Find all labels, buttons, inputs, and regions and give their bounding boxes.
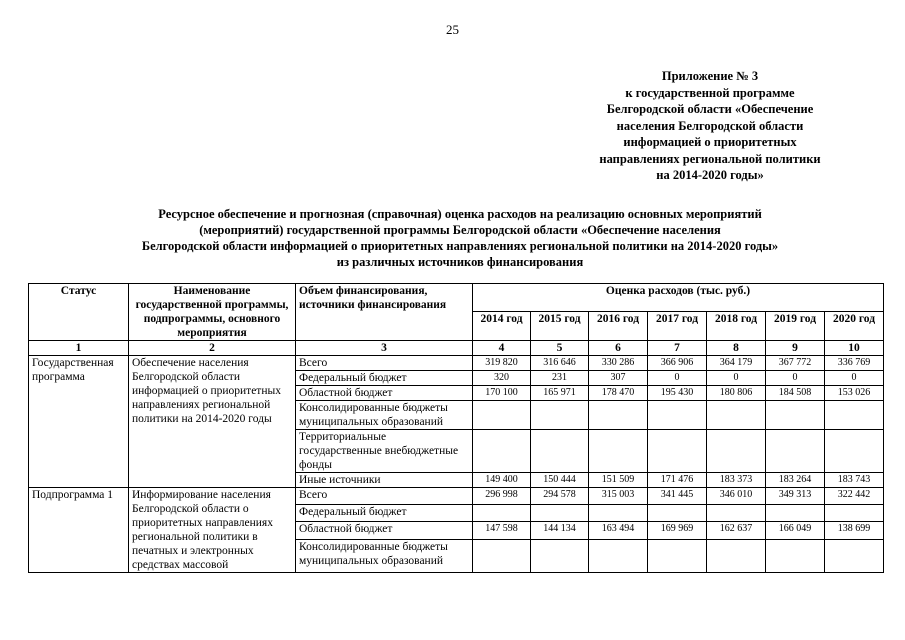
value-cell: 366 906 [648, 356, 707, 371]
value-cell: 150 444 [531, 473, 589, 488]
value-cell [473, 505, 531, 522]
value-cell: 147 598 [473, 522, 531, 539]
value-cell: 171 476 [648, 473, 707, 488]
value-cell [589, 430, 648, 473]
status-cell: Государственная программа [29, 356, 129, 488]
column-number: 10 [825, 341, 884, 356]
table-header [29, 284, 884, 356]
value-cell: 178 470 [589, 386, 648, 401]
column-number: 4 [473, 341, 531, 356]
title-line: из различных источников финансирования [336, 255, 584, 269]
value-cell [648, 539, 707, 572]
funding-source-cell: Областной бюджет [296, 386, 473, 401]
value-cell: 183 373 [707, 473, 766, 488]
value-cell [825, 505, 884, 522]
value-cell [825, 430, 884, 473]
value-cell [589, 539, 648, 572]
value-cell: 183 743 [825, 473, 884, 488]
funding-source-cell: Иные источники [296, 473, 473, 488]
funding-source-cell: Всего [296, 488, 473, 505]
value-cell: 319 820 [473, 356, 531, 371]
value-cell: 330 286 [589, 356, 648, 371]
status-cell: Подпрограмма 1 [29, 488, 129, 573]
value-cell: 180 806 [707, 386, 766, 401]
value-cell [531, 401, 589, 430]
value-cell [766, 401, 825, 430]
header-year: 2017 год [648, 312, 707, 341]
value-cell [473, 430, 531, 473]
value-cell: 163 494 [589, 522, 648, 539]
value-cell [589, 401, 648, 430]
value-cell: 307 [589, 371, 648, 386]
value-cell: 0 [707, 371, 766, 386]
value-cell: 294 578 [531, 488, 589, 505]
funding-source-cell: Консолидированные бюджеты муниципальных образований [296, 401, 473, 430]
page-number: 25 [446, 22, 459, 37]
header-year: 2016 год [589, 312, 648, 341]
funding-source-cell: Всего [296, 356, 473, 371]
value-cell: 183 264 [766, 473, 825, 488]
value-cell: 165 971 [531, 386, 589, 401]
value-cell: 169 969 [648, 522, 707, 539]
value-cell [825, 401, 884, 430]
column-number: 8 [707, 341, 766, 356]
funding-source-cell: Федеральный бюджет [296, 505, 473, 522]
value-cell [531, 430, 589, 473]
title-line: (мероприятий) государственной программы Белгородской области «Обеспечение населения [199, 223, 721, 237]
value-cell [531, 539, 589, 572]
program-name-cell: Обеспечение населения Белгородской области информацией о приоритетных направлениях региональной политики на 2014-2020 годы [129, 356, 296, 488]
header-estimate: Оценка расходов (тыс. руб.) [473, 284, 884, 312]
value-cell [707, 401, 766, 430]
value-cell: 0 [648, 371, 707, 386]
column-number: 5 [531, 341, 589, 356]
title-line: Белгородской области информацией о приоритетных направлениях региональной политики на 2014-2020 годы» [141, 239, 779, 253]
value-cell: 184 508 [766, 386, 825, 401]
column-number: 7 [648, 341, 707, 356]
appendix-heading [560, 68, 860, 184]
column-number: 2 [129, 341, 296, 356]
value-cell: 149 400 [473, 473, 531, 488]
value-cell: 195 430 [648, 386, 707, 401]
value-cell [766, 539, 825, 572]
header-name: Наименование государственной программы, подпрограммы, основного мероприятия [129, 284, 296, 341]
appendix-line: направлениях региональной политики [599, 151, 821, 166]
value-cell: 367 772 [766, 356, 825, 371]
column-number: 3 [296, 341, 473, 356]
value-cell: 231 [531, 371, 589, 386]
column-number: 6 [589, 341, 648, 356]
header-year: 2015 год [531, 312, 589, 341]
appendix-line: информацией о приоритетных [623, 135, 797, 149]
funding-source-cell: Консолидированные бюджеты муниципальных образований [296, 539, 473, 572]
value-cell: 0 [766, 371, 825, 386]
funding-source-cell: Территориальные государственные внебюджетные фонды [296, 430, 473, 473]
header-year: 2020 год [825, 312, 884, 341]
value-cell: 296 998 [473, 488, 531, 505]
value-cell: 346 010 [707, 488, 766, 505]
value-cell: 170 100 [473, 386, 531, 401]
value-cell [648, 401, 707, 430]
title-line: Ресурсное обеспечение и прогнозная (справочная) оценка расходов на реализацию основных мероприятий [158, 207, 762, 221]
value-cell: 336 769 [825, 356, 884, 371]
value-cell: 162 637 [707, 522, 766, 539]
appendix-line: на 2014-2020 годы» [656, 168, 764, 182]
program-name-cell: Информирование населения Белгородской области о приоритетных направлениях региональной политики в печатных и электронных средствах массовой [129, 488, 296, 573]
value-cell [473, 401, 531, 430]
value-cell: 153 026 [825, 386, 884, 401]
document-title [60, 206, 860, 270]
appendix-line: к государственной программе [625, 85, 795, 100]
value-cell: 322 442 [825, 488, 884, 505]
value-cell [707, 430, 766, 473]
value-cell [766, 505, 825, 522]
value-cell [473, 539, 531, 572]
appendix-line: Белгородской области «Обеспечение [606, 102, 814, 116]
value-cell: 144 134 [531, 522, 589, 539]
appendix-line: Приложение № 3 [661, 69, 759, 83]
value-cell [648, 505, 707, 522]
table-body [29, 356, 884, 573]
value-cell [825, 539, 884, 572]
value-cell [766, 430, 825, 473]
value-cell: 138 699 [825, 522, 884, 539]
funding-source-cell: Федеральный бюджет [296, 371, 473, 386]
header-year: 2014 год [473, 312, 531, 341]
header-year: 2019 год [766, 312, 825, 341]
value-cell: 320 [473, 371, 531, 386]
funding-source-cell: Областной бюджет [296, 522, 473, 539]
column-number: 9 [766, 341, 825, 356]
value-cell [589, 505, 648, 522]
table-row [29, 356, 884, 371]
table-row [29, 488, 884, 505]
value-cell: 316 646 [531, 356, 589, 371]
appendix-line: населения Белгородской области [616, 118, 804, 133]
value-cell: 151 509 [589, 473, 648, 488]
column-numbers-row [29, 341, 884, 356]
header-funding: Объем финансирования, источники финансирования [296, 284, 473, 341]
expenses-table [28, 283, 884, 573]
value-cell [531, 505, 589, 522]
value-cell: 0 [825, 371, 884, 386]
value-cell [707, 539, 766, 572]
column-number: 1 [29, 341, 129, 356]
value-cell: 315 003 [589, 488, 648, 505]
value-cell [648, 430, 707, 473]
value-cell [707, 505, 766, 522]
header-status: Статус [29, 284, 129, 341]
header-year: 2018 год [707, 312, 766, 341]
value-cell: 349 313 [766, 488, 825, 505]
value-cell: 166 049 [766, 522, 825, 539]
value-cell: 364 179 [707, 356, 766, 371]
value-cell: 341 445 [648, 488, 707, 505]
